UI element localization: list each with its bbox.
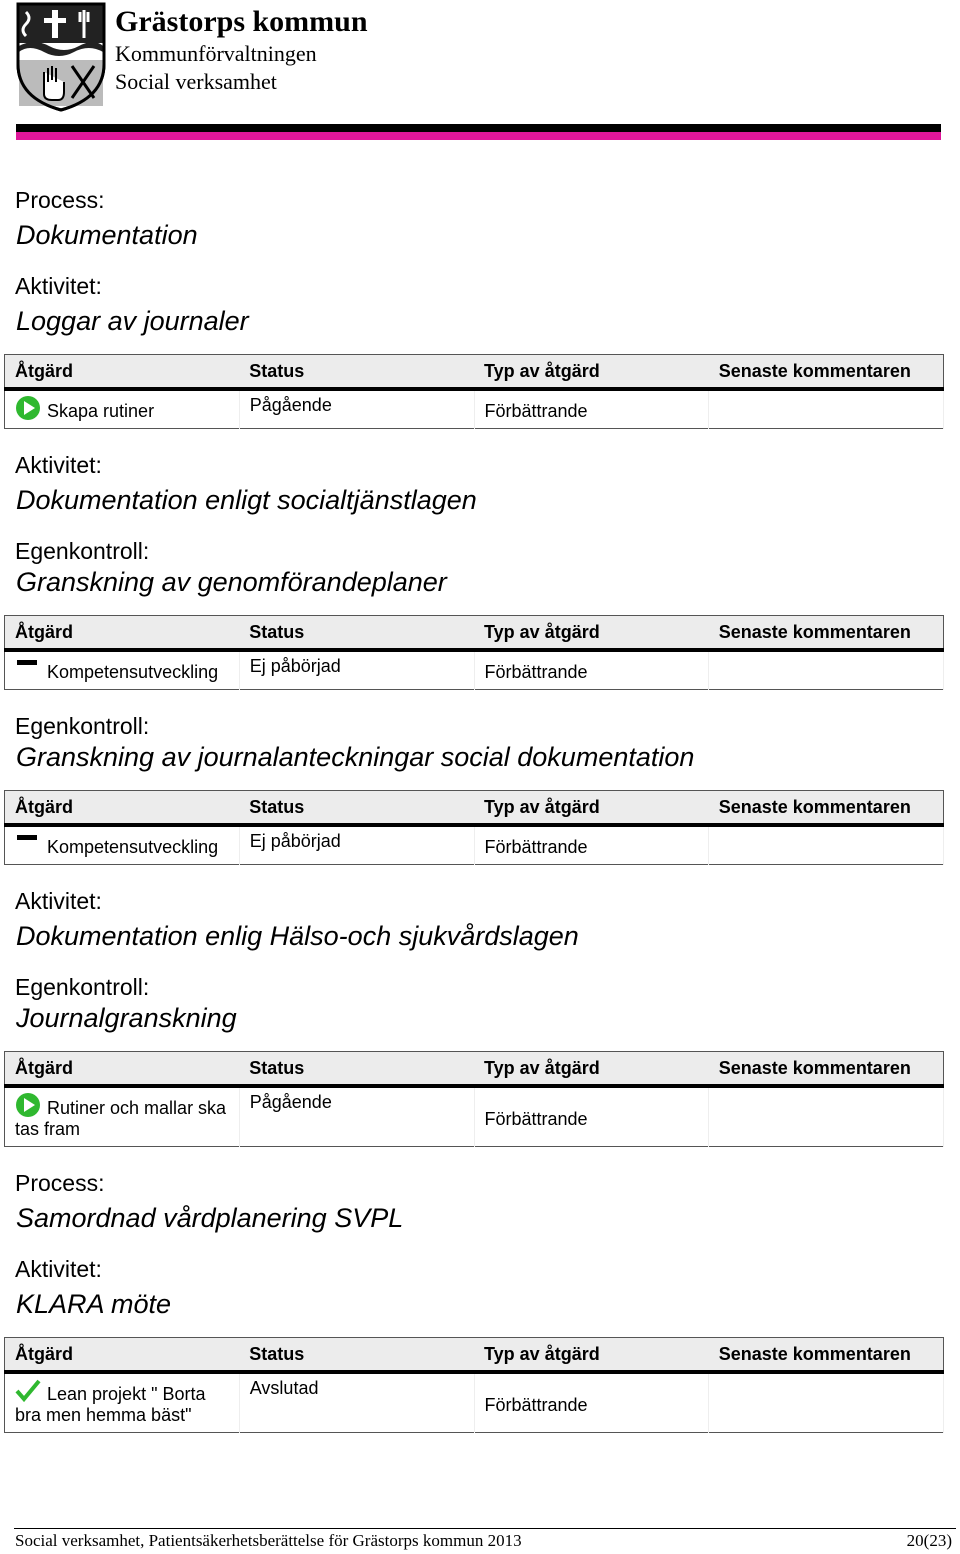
header-rule-accent xyxy=(16,132,941,140)
col-header-comment: Senaste kommentaren xyxy=(709,791,944,826)
col-header-action: Åtgärd xyxy=(5,616,240,651)
self-check-title: Granskning av genomförandeplaner xyxy=(16,567,447,597)
action-cell xyxy=(5,389,240,429)
col-header-action: Åtgärd xyxy=(5,1338,240,1373)
status-cell: Avslutad xyxy=(239,1372,474,1433)
activity-title: KLARA möte xyxy=(16,1289,172,1319)
col-header-type: Typ av åtgärd xyxy=(474,355,709,390)
page-number: 20(23) xyxy=(906,1531,952,1550)
status-cell: Ej påbörjad xyxy=(239,650,474,690)
table-row xyxy=(5,1372,944,1433)
comment-cell xyxy=(709,825,944,865)
table-header-row xyxy=(5,616,944,651)
process-label: Process: xyxy=(15,1170,105,1196)
col-header-comment: Senaste kommentaren xyxy=(709,355,944,390)
action-cell xyxy=(5,1086,240,1147)
col-header-type: Typ av åtgärd xyxy=(474,1052,709,1087)
check-icon xyxy=(15,1378,41,1404)
play-icon xyxy=(15,395,41,421)
activity-label: Aktivitet: xyxy=(15,273,102,299)
col-header-comment: Senaste kommentaren xyxy=(709,1338,944,1373)
activity-label: Aktivitet: xyxy=(15,452,102,478)
type-cell: Förbättrande xyxy=(474,825,709,865)
self-check-title: Journalgranskning xyxy=(16,1003,237,1033)
comment-cell xyxy=(709,1086,944,1147)
table-row xyxy=(5,650,944,690)
self-check-label: Egenkontroll: xyxy=(15,974,150,1000)
org-name: Grästorps kommun xyxy=(115,5,368,38)
comment-cell xyxy=(709,389,944,429)
action-cell xyxy=(5,825,240,865)
table-header-row xyxy=(5,791,944,826)
table-row xyxy=(5,825,944,865)
header-rule-black xyxy=(16,124,941,132)
col-header-status: Status xyxy=(239,1338,474,1373)
action-table xyxy=(4,1337,944,1433)
report-content xyxy=(0,186,960,1455)
action-text: Lean projekt " Borta bra men hemma bäst" xyxy=(15,1384,206,1425)
department-name: Kommunförvaltningen xyxy=(115,41,317,66)
action-table xyxy=(4,354,944,429)
col-header-status: Status xyxy=(239,616,474,651)
type-cell: Förbättrande xyxy=(474,650,709,690)
activity-label: Aktivitet: xyxy=(15,888,102,914)
status-cell: Pågående xyxy=(239,389,474,429)
activity-title: Dokumentation enligt socialtjänstlagen xyxy=(16,485,477,515)
action-cell xyxy=(5,1372,240,1433)
organization-block xyxy=(115,4,368,96)
col-header-comment: Senaste kommentaren xyxy=(709,616,944,651)
col-header-comment: Senaste kommentaren xyxy=(709,1052,944,1087)
table-header-row xyxy=(5,1052,944,1087)
action-table xyxy=(4,790,944,865)
col-header-status: Status xyxy=(239,355,474,390)
dash-icon xyxy=(15,831,41,857)
coat-of-arms-logo xyxy=(14,2,108,112)
col-header-status: Status xyxy=(239,1052,474,1087)
type-cell: Förbättrande xyxy=(474,1372,709,1433)
action-table xyxy=(4,1051,944,1147)
action-text: Kompetensutveckling xyxy=(47,662,219,682)
col-header-type: Typ av åtgärd xyxy=(474,1338,709,1373)
col-header-type: Typ av åtgärd xyxy=(474,791,709,826)
activity-title: Loggar av journaler xyxy=(16,306,249,336)
type-cell: Förbättrande xyxy=(474,389,709,429)
self-check-label: Egenkontroll: xyxy=(15,713,150,739)
table-header-row xyxy=(5,355,944,390)
action-text: Rutiner och mallar ska tas fram xyxy=(15,1098,227,1139)
footer-text: Social verksamhet, Patientsäkerhetsberättelse för Grästorps kommun 2013 xyxy=(15,1531,522,1550)
col-header-action: Åtgärd xyxy=(5,1052,240,1087)
action-text: Kompetensutveckling xyxy=(47,837,219,857)
comment-cell xyxy=(709,650,944,690)
action-cell xyxy=(5,650,240,690)
action-table xyxy=(4,615,944,690)
process-label: Process: xyxy=(15,187,105,213)
footer-rule xyxy=(14,1528,956,1529)
col-header-action: Åtgärd xyxy=(5,791,240,826)
type-cell: Förbättrande xyxy=(474,1086,709,1147)
status-cell: Ej påbörjad xyxy=(239,825,474,865)
col-header-status: Status xyxy=(239,791,474,826)
col-header-action: Åtgärd xyxy=(5,355,240,390)
table-row xyxy=(5,1086,944,1147)
table-header-row xyxy=(5,1338,944,1373)
play-icon xyxy=(15,1092,41,1118)
status-cell: Pågående xyxy=(239,1086,474,1147)
activity-label: Aktivitet: xyxy=(15,1256,102,1282)
comment-cell xyxy=(709,1372,944,1433)
document-header xyxy=(0,0,960,150)
table-row xyxy=(5,389,944,429)
activity-title: Dokumentation enlig Hälso-och sjukvårdslagen xyxy=(16,921,579,951)
self-check-title: Granskning av journalanteckningar social dokumentation xyxy=(16,742,695,772)
unit-name: Social verksamhet xyxy=(115,69,277,94)
process-title: Samordnad vårdplanering SVPL xyxy=(16,1203,404,1233)
dash-icon xyxy=(15,656,41,682)
self-check-label: Egenkontroll: xyxy=(15,538,150,564)
action-text: Skapa rutiner xyxy=(47,401,155,421)
col-header-type: Typ av åtgärd xyxy=(474,616,709,651)
process-title: Dokumentation xyxy=(16,220,198,250)
